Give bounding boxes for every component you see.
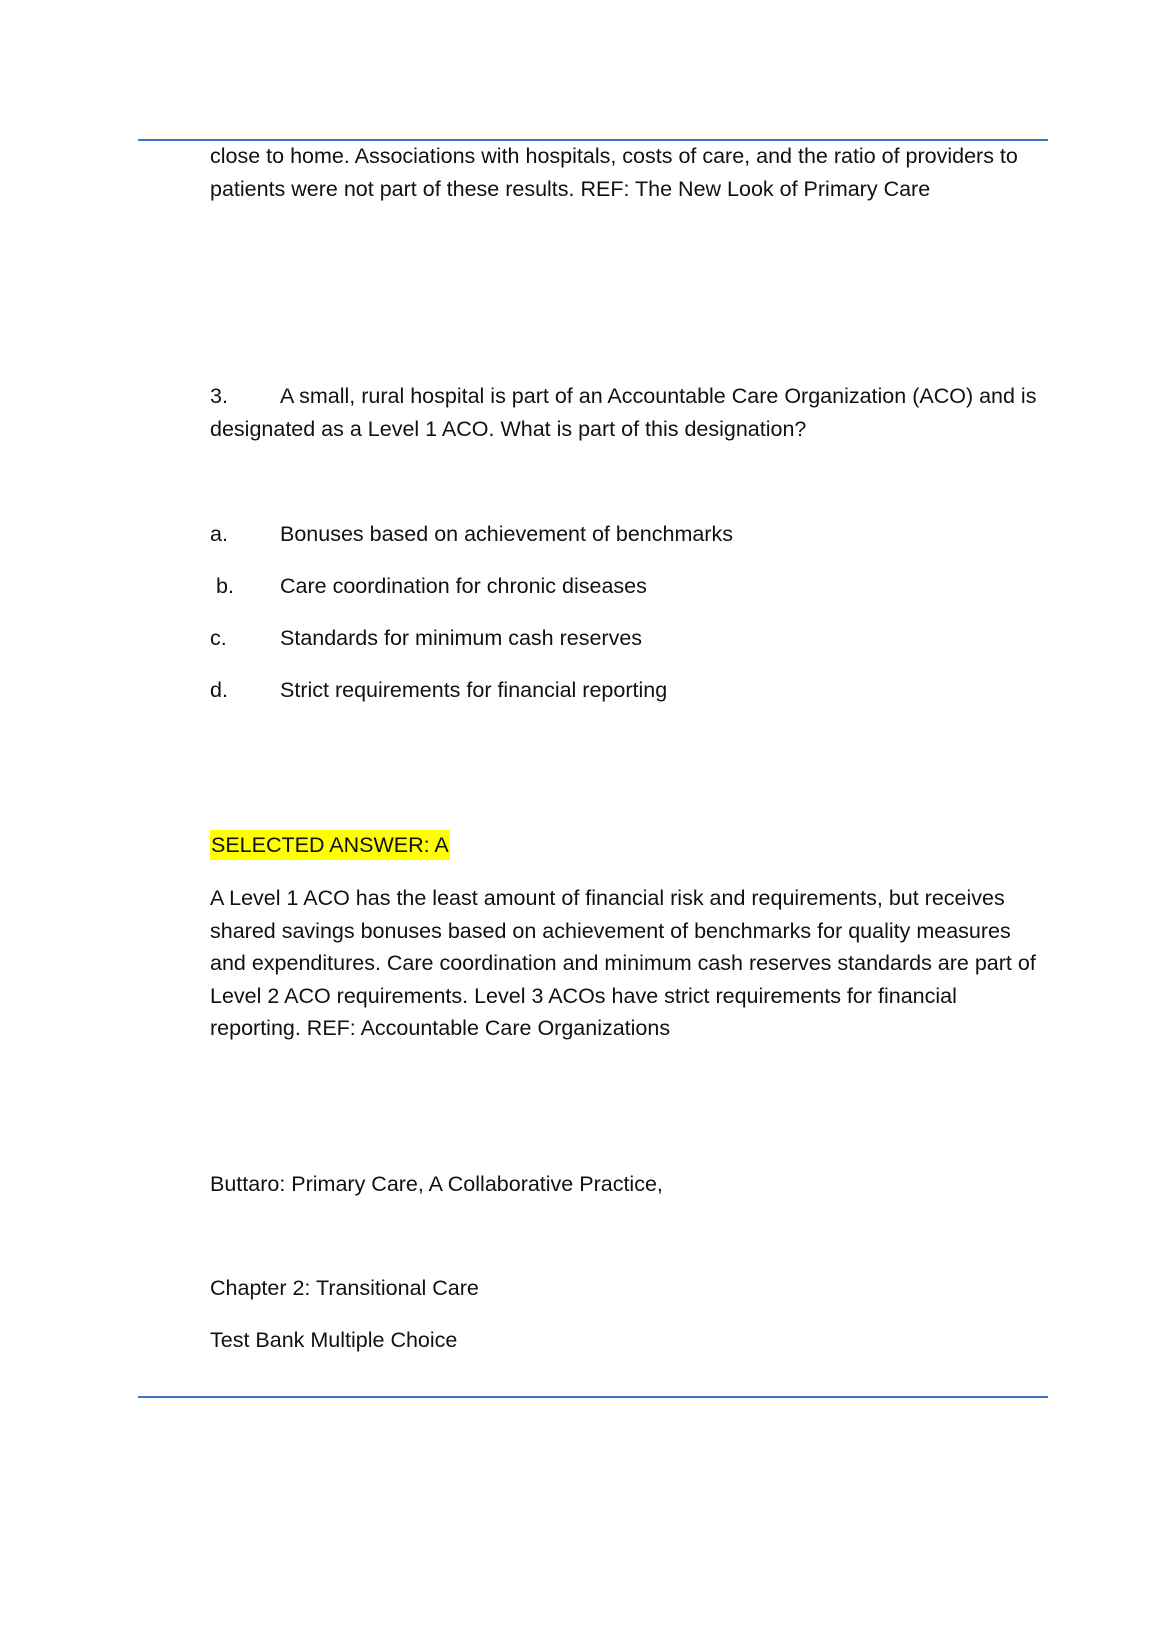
rationale-paragraph: A Level 1 ACO has the least amount of financial risk and requirements, but receives shared savings bonuses based on achievement of benchmarks for quality measures and expenditures. Care coordination and minimum cash reserves standards are part of Level 2 ACO requirements. Level 3 ACOs have strict requirements for financial reporting. REF: Accountable Care Organizations [210, 886, 1036, 1040]
continuation-paragraph: close to home. Associations with hospitals, costs of care, and the ratio of providers to patients were not part of these results. REF: The New Look of Primary Care [210, 144, 1018, 201]
option-b [210, 570, 647, 602]
option-letter: d. [210, 678, 228, 702]
option-text: Standards for minimum cash reserves [280, 626, 643, 650]
option-text: Care coordination for chronic diseases [280, 574, 647, 598]
selected-answer-highlight: SELECTED ANSWER: A [210, 830, 450, 860]
chapter-title: Chapter 2: Transitional Care [210, 1276, 479, 1300]
book-title: Buttaro: Primary Care, A Collaborative Practice, [210, 1172, 663, 1196]
test-bank-label: Test Bank Multiple Choice [210, 1328, 458, 1352]
option-a [210, 518, 733, 550]
question-number: 3. [210, 384, 228, 408]
question-text: A small, rural hospital is part of an Accountable Care Organization (ACO) and is designated as a Level 1 ACO. What is part of this designation? [210, 384, 1037, 441]
option-letter: b. [216, 574, 234, 598]
option-text: Bonuses based on achievement of benchmarks [280, 522, 733, 546]
option-c [210, 622, 642, 654]
footer-rule [138, 1396, 1048, 1398]
option-d [210, 674, 667, 706]
option-letter: a. [210, 522, 228, 546]
question-3 [210, 380, 1048, 445]
option-text: Strict requirements for financial reporting [280, 678, 668, 702]
option-letter: c. [210, 626, 227, 650]
